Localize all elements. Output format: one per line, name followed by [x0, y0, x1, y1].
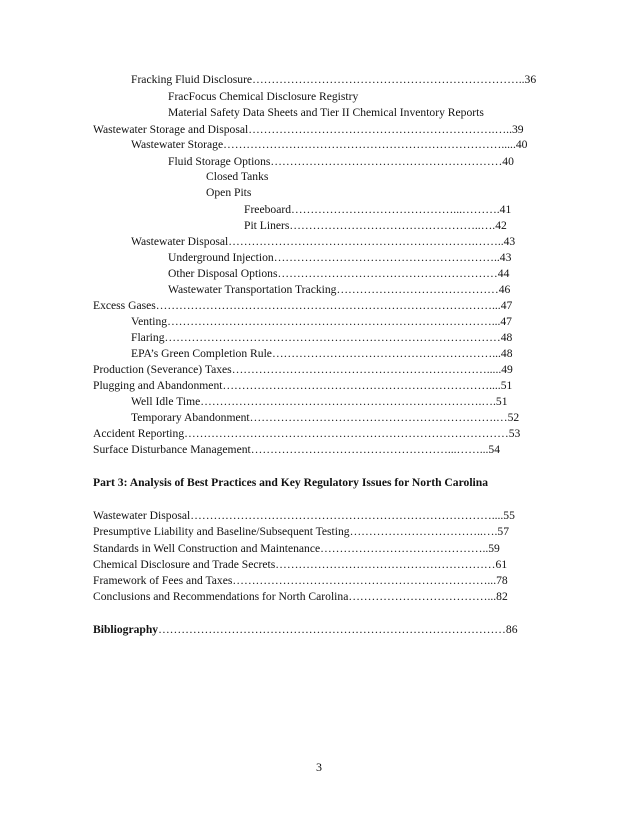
toc-entry-well-construction-standards	[93, 540, 545, 557]
toc-entry-text: Production (Severance) Taxes………………………………………………………….....49	[93, 363, 513, 376]
toc-entry-text: Part 3: Analysis of Best Practices and Key Regulatory Issues for North Carolina	[93, 476, 489, 489]
toc-entry-text: Underground Injection…………………………………………………..43	[168, 251, 512, 264]
toc-entry-text: Excess Gases……………………………………………………………………………...47	[93, 299, 513, 312]
toc-entry-text: Accident Reporting…………………………………………………………………………53	[93, 427, 521, 440]
toc-entry-text: Bibliography………………………………………………………………………………86	[93, 623, 518, 636]
toc-entry-temporary-abandonment	[131, 409, 545, 426]
toc-entry-text: Standards in Well Construction and Maintenance……………………………………..59	[93, 542, 500, 555]
toc-entry-venting	[131, 313, 545, 330]
toc-entry-text: Framework of Fees and Taxes…………………………………………………………...78	[93, 574, 508, 587]
toc-entry-text: Presumptive Liability and Baseline/Subsequent Testing……………………………..….57	[93, 525, 509, 538]
toc-entry-text: EPA’s Green Completion Rule…………………………………………………...48	[131, 347, 513, 360]
toc-entry-text: Wastewater Storage……………………………………………………………….....40	[131, 138, 528, 151]
toc-entry-other-disposal-options	[168, 265, 545, 282]
toc-entry-text: Flaring……………………………………………………………………………48	[131, 331, 513, 344]
toc-entry-text: Temporary Abandonment……………………………………………………….…52	[131, 411, 520, 424]
toc-entry-closed-tanks	[206, 168, 545, 185]
toc-entry-text: Fluid Storage Options……………………………………………………40	[168, 155, 514, 168]
toc-entry-text: Closed Tanks	[206, 170, 269, 183]
toc-entry-text: FracFocus Chemical Disclosure Registry	[168, 90, 359, 103]
toc-entry-text: Freeboard……………………………………...……….41	[244, 203, 512, 216]
toc-part-3-heading	[93, 474, 563, 491]
toc-entry-well-idle-time	[131, 393, 545, 410]
toc-entry-fracking-fluid-disclosure	[131, 71, 545, 88]
toc-entry-wastewater-disposal-sub	[131, 233, 545, 250]
toc-entry-conclusions	[93, 588, 545, 605]
toc-entry-freeboard	[244, 201, 545, 218]
toc-entry-chemical-disclosure	[93, 556, 545, 573]
toc-entry-production-taxes	[93, 361, 545, 378]
toc-entry-presumptive-liability	[93, 523, 545, 540]
toc-entry-text: Conclusions and Recommendations for North Carolina………………………………...82	[93, 590, 508, 603]
toc-entry-wastewater-disposal	[93, 507, 545, 524]
toc-entry-wastewater-storage	[131, 136, 545, 153]
toc-entry-msds	[168, 104, 545, 121]
toc-entry-text: Plugging and Abandonment……………………………………………………………....51	[93, 379, 513, 392]
toc-entry-plugging-abandonment	[93, 377, 545, 394]
toc-entry-text: Well Idle Time……………………………………………………………….….51	[131, 395, 508, 408]
toc-entry-text: Wastewater Disposal……………………………………………………………………....55	[93, 509, 515, 522]
toc-entry-text: Wastewater Transportation Tracking……………………………………46	[168, 283, 511, 296]
toc-entry-text: Chemical Disclosure and Trade Secrets…………………………………………………61	[93, 558, 508, 571]
toc-entry-flaring	[131, 329, 545, 346]
toc-entry-text: Wastewater Disposal……………………………………………………….……..43	[131, 235, 516, 248]
toc-entry-text: Pit Liners…………………………………………..….42	[244, 219, 507, 232]
toc-entry-surface-disturbance	[93, 441, 545, 458]
toc-entry-text: Surface Disturbance Management……………………………………………...……...54	[93, 443, 501, 456]
toc-entry-text: Other Disposal Options…………………………………………………44	[168, 267, 510, 280]
toc-entry-underground-injection	[168, 249, 545, 266]
toc-entry-text: Fracking Fluid Disclosure……………………………………………………………..36	[131, 73, 537, 86]
toc-entry-excess-gases	[93, 297, 545, 314]
toc-entry-text: Material Safety Data Sheets and Tier II Chemical Inventory Reports	[168, 106, 484, 119]
toc-entry-text: Venting…………………………………………………………………………...47	[131, 315, 512, 328]
toc-entry-text: Open Pits	[206, 186, 252, 199]
toc-entry-pit-liners	[244, 217, 545, 234]
toc-entry-accident-reporting	[93, 425, 545, 442]
toc-entry-open-pits	[206, 184, 545, 201]
toc-entry-green-completion-rule	[131, 345, 545, 362]
toc-entry-bibliography	[93, 621, 545, 638]
toc-entry-fracfocus	[168, 88, 545, 105]
toc-entry-text: Wastewater Storage and Disposal……………………………………………………….…..39	[93, 123, 524, 136]
page-number: 3	[316, 760, 322, 774]
toc-entry-fees-and-taxes	[93, 572, 545, 589]
toc-entry-wastewater-transportation	[168, 281, 545, 298]
